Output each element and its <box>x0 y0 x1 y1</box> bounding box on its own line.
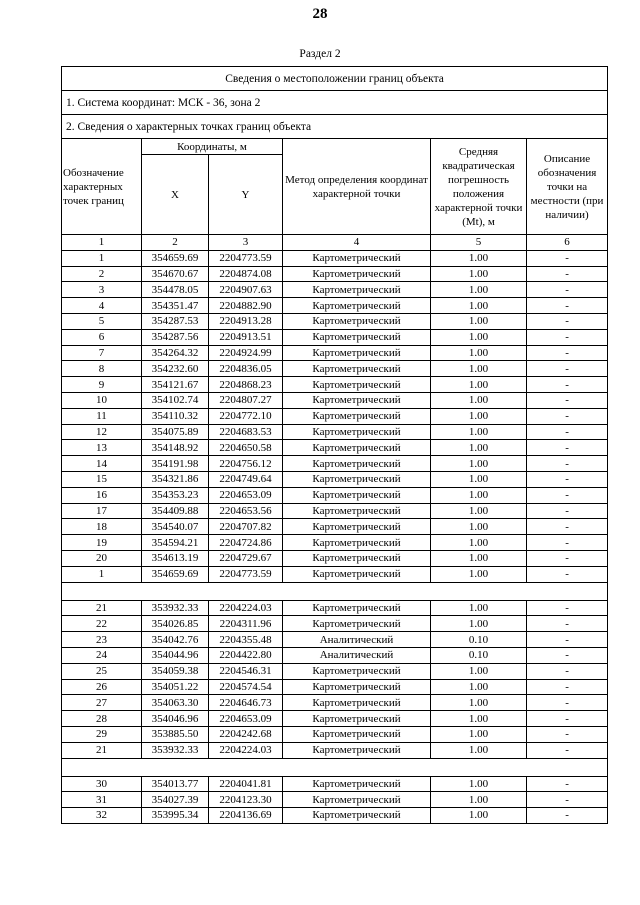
table-row <box>62 313 608 329</box>
method: Картометрический <box>283 440 431 456</box>
method: Картометрический <box>283 392 431 408</box>
error-value: 1.00 <box>431 776 527 792</box>
method: Картометрический <box>283 456 431 472</box>
separator-cell <box>62 758 608 776</box>
method: Картометрический <box>283 566 431 582</box>
description: - <box>527 695 608 711</box>
header-x: X <box>142 155 209 235</box>
description: - <box>527 808 608 824</box>
description: - <box>527 471 608 487</box>
coord-y: 2204224.03 <box>209 742 283 758</box>
coord-x: 354659.69 <box>142 250 209 266</box>
table-row <box>62 792 608 808</box>
point-number: 23 <box>62 632 142 648</box>
coord-x: 354540.07 <box>142 519 209 535</box>
method: Картометрический <box>283 408 431 424</box>
error-value: 1.00 <box>431 250 527 266</box>
coord-x: 354121.67 <box>142 377 209 393</box>
description: - <box>527 487 608 503</box>
point-number: 19 <box>62 535 142 551</box>
table-row <box>62 503 608 519</box>
table-row <box>62 266 608 282</box>
coord-x: 354287.53 <box>142 313 209 329</box>
error-value: 1.00 <box>431 408 527 424</box>
coord-y: 2204874.08 <box>209 266 283 282</box>
table-row <box>62 471 608 487</box>
method: Картометрический <box>283 600 431 616</box>
error-value: 0.10 <box>431 647 527 663</box>
error-value: 1.00 <box>431 329 527 345</box>
coord-x: 354351.47 <box>142 298 209 314</box>
method: Аналитический <box>283 632 431 648</box>
table-row <box>62 742 608 758</box>
error-value: 1.00 <box>431 695 527 711</box>
method: Картометрический <box>283 361 431 377</box>
point-number: 1 <box>62 566 142 582</box>
point-number: 9 <box>62 377 142 393</box>
coord-x: 354478.05 <box>142 282 209 298</box>
coord-x: 354026.85 <box>142 616 209 632</box>
error-value: 1.00 <box>431 392 527 408</box>
error-value: 1.00 <box>431 377 527 393</box>
coord-x: 354148.92 <box>142 440 209 456</box>
description: - <box>527 663 608 679</box>
coord-x: 353995.34 <box>142 808 209 824</box>
coord-y: 2204836.05 <box>209 361 283 377</box>
coord-x: 354027.39 <box>142 792 209 808</box>
error-value: 1.00 <box>431 471 527 487</box>
coord-y: 2204807.27 <box>209 392 283 408</box>
table-row <box>62 632 608 648</box>
coord-y: 2204749.64 <box>209 471 283 487</box>
column-number-row <box>62 235 608 251</box>
point-number: 12 <box>62 424 142 440</box>
description: - <box>527 282 608 298</box>
coord-y: 2204756.12 <box>209 456 283 472</box>
point-number: 13 <box>62 440 142 456</box>
method: Картометрический <box>283 711 431 727</box>
table-row <box>62 808 608 824</box>
point-number: 29 <box>62 726 142 742</box>
description: - <box>527 566 608 582</box>
coord-x: 354102.74 <box>142 392 209 408</box>
error-value: 1.00 <box>431 616 527 632</box>
coord-x: 354059.38 <box>142 663 209 679</box>
point-number: 24 <box>62 647 142 663</box>
description: - <box>527 726 608 742</box>
coord-x: 354409.88 <box>142 503 209 519</box>
description: - <box>527 392 608 408</box>
table-row <box>62 377 608 393</box>
coord-y: 2204574.54 <box>209 679 283 695</box>
table-row <box>62 298 608 314</box>
point-number: 20 <box>62 550 142 566</box>
description: - <box>527 550 608 566</box>
header-error: Средняя квадратическая погрешность положения характерной точки (Mt), м <box>431 139 527 235</box>
coord-x: 354232.60 <box>142 361 209 377</box>
error-value: 1.00 <box>431 298 527 314</box>
method: Аналитический <box>283 647 431 663</box>
error-value: 0.10 <box>431 632 527 648</box>
table-row <box>62 408 608 424</box>
coord-x: 354264.32 <box>142 345 209 361</box>
point-number: 22 <box>62 616 142 632</box>
error-value: 1.00 <box>431 266 527 282</box>
table-row <box>62 550 608 566</box>
error-value: 1.00 <box>431 742 527 758</box>
method: Картометрический <box>283 726 431 742</box>
method: Картометрический <box>283 266 431 282</box>
point-number: 3 <box>62 282 142 298</box>
coord-y: 2204242.68 <box>209 726 283 742</box>
method: Картометрический <box>283 471 431 487</box>
point-number: 15 <box>62 471 142 487</box>
description: - <box>527 408 608 424</box>
boundary-points-table <box>61 66 608 824</box>
header-method: Метод определения координат характерной точки <box>283 139 431 235</box>
method: Картометрический <box>283 298 431 314</box>
point-number: 27 <box>62 695 142 711</box>
point-number: 7 <box>62 345 142 361</box>
method: Картометрический <box>283 808 431 824</box>
point-number: 6 <box>62 329 142 345</box>
coord-y: 2204123.30 <box>209 792 283 808</box>
coord-y: 2204653.09 <box>209 711 283 727</box>
method: Картометрический <box>283 695 431 711</box>
description: - <box>527 616 608 632</box>
method: Картометрический <box>283 535 431 551</box>
column-number: 3 <box>209 235 283 251</box>
table-row <box>62 282 608 298</box>
description: - <box>527 776 608 792</box>
points-heading: 2. Сведения о характерных точках границ объекта <box>62 115 608 139</box>
table-row <box>62 535 608 551</box>
method: Картометрический <box>283 792 431 808</box>
coord-x: 354075.89 <box>142 424 209 440</box>
table-row <box>62 616 608 632</box>
coord-y: 2204882.90 <box>209 298 283 314</box>
coord-y: 2204913.28 <box>209 313 283 329</box>
description: - <box>527 535 608 551</box>
column-number: 4 <box>283 235 431 251</box>
description: - <box>527 647 608 663</box>
description: - <box>527 345 608 361</box>
table-row <box>62 566 608 582</box>
description: - <box>527 503 608 519</box>
description: - <box>527 600 608 616</box>
header-coordinates: Координаты, м <box>142 139 283 155</box>
point-number: 21 <box>62 600 142 616</box>
table-row <box>62 440 608 456</box>
description: - <box>527 313 608 329</box>
method: Картометрический <box>283 377 431 393</box>
method: Картометрический <box>283 519 431 535</box>
description: - <box>527 361 608 377</box>
method: Картометрический <box>283 424 431 440</box>
description: - <box>527 792 608 808</box>
coord-x: 354013.77 <box>142 776 209 792</box>
coord-x: 354191.98 <box>142 456 209 472</box>
table-row <box>62 361 608 377</box>
description: - <box>527 250 608 266</box>
coord-y: 2204729.67 <box>209 550 283 566</box>
description: - <box>527 266 608 282</box>
description: - <box>527 711 608 727</box>
error-value: 1.00 <box>431 679 527 695</box>
error-value: 1.00 <box>431 600 527 616</box>
header-description: Описание обозначения точки на местности (при наличии) <box>527 139 608 235</box>
table-row <box>62 711 608 727</box>
coord-y: 2204907.63 <box>209 282 283 298</box>
error-value: 1.00 <box>431 456 527 472</box>
point-number: 26 <box>62 679 142 695</box>
coord-y: 2204707.82 <box>209 519 283 535</box>
page-number: 28 <box>312 6 328 22</box>
coord-y: 2204224.03 <box>209 600 283 616</box>
coord-x: 354110.32 <box>142 408 209 424</box>
coord-y: 2204041.81 <box>209 776 283 792</box>
method: Картометрический <box>283 487 431 503</box>
coord-x: 354046.96 <box>142 711 209 727</box>
method: Картометрический <box>283 616 431 632</box>
description: - <box>527 742 608 758</box>
table-row <box>62 487 608 503</box>
point-number: 1 <box>62 250 142 266</box>
column-number: 5 <box>431 235 527 251</box>
column-number: 2 <box>142 235 209 251</box>
table-row <box>62 456 608 472</box>
error-value: 1.00 <box>431 313 527 329</box>
error-value: 1.00 <box>431 726 527 742</box>
error-value: 1.00 <box>431 440 527 456</box>
description: - <box>527 424 608 440</box>
method: Картометрический <box>283 313 431 329</box>
error-value: 1.00 <box>431 519 527 535</box>
coord-x: 353932.33 <box>142 600 209 616</box>
point-number: 25 <box>62 663 142 679</box>
coord-x: 354353.23 <box>142 487 209 503</box>
error-value: 1.00 <box>431 566 527 582</box>
coord-y: 2204136.69 <box>209 808 283 824</box>
header-point: Обозначение характерных точек границ <box>62 139 142 235</box>
method: Картометрический <box>283 679 431 695</box>
method: Картометрический <box>283 503 431 519</box>
point-number: 17 <box>62 503 142 519</box>
point-number: 4 <box>62 298 142 314</box>
error-value: 1.00 <box>431 663 527 679</box>
group-separator-row <box>62 582 608 600</box>
table-row <box>62 695 608 711</box>
error-value: 1.00 <box>431 550 527 566</box>
table-row <box>62 392 608 408</box>
description: - <box>527 679 608 695</box>
table-row <box>62 647 608 663</box>
description: - <box>527 329 608 345</box>
description: - <box>527 440 608 456</box>
table-row <box>62 726 608 742</box>
point-number: 28 <box>62 711 142 727</box>
error-value: 1.00 <box>431 424 527 440</box>
header-y: Y <box>209 155 283 235</box>
error-value: 1.00 <box>431 361 527 377</box>
description: - <box>527 632 608 648</box>
coord-y: 2204653.09 <box>209 487 283 503</box>
method: Картометрический <box>283 776 431 792</box>
coord-x: 354044.96 <box>142 647 209 663</box>
point-number: 10 <box>62 392 142 408</box>
separator-cell <box>62 582 608 600</box>
coord-x: 354287.56 <box>142 329 209 345</box>
error-value: 1.00 <box>431 808 527 824</box>
coord-x: 354613.19 <box>142 550 209 566</box>
coord-y: 2204650.58 <box>209 440 283 456</box>
description: - <box>527 298 608 314</box>
coord-x: 354594.21 <box>142 535 209 551</box>
point-number: 14 <box>62 456 142 472</box>
coord-y: 2204355.48 <box>209 632 283 648</box>
method: Картометрический <box>283 282 431 298</box>
method: Картометрический <box>283 329 431 345</box>
point-number: 31 <box>62 792 142 808</box>
coord-y: 2204913.51 <box>209 329 283 345</box>
coordinate-system: 1. Система координат: МСК - 36, зона 2 <box>62 91 608 115</box>
error-value: 1.00 <box>431 503 527 519</box>
table-row <box>62 424 608 440</box>
coord-y: 2204868.23 <box>209 377 283 393</box>
group-separator-row <box>62 758 608 776</box>
coord-x: 354063.30 <box>142 695 209 711</box>
table-row <box>62 776 608 792</box>
coord-x: 354321.86 <box>142 471 209 487</box>
description: - <box>527 519 608 535</box>
coord-y: 2204683.53 <box>209 424 283 440</box>
error-value: 1.00 <box>431 535 527 551</box>
table-row <box>62 663 608 679</box>
method: Картометрический <box>283 250 431 266</box>
point-number: 2 <box>62 266 142 282</box>
point-number: 8 <box>62 361 142 377</box>
table-row <box>62 519 608 535</box>
coord-y: 2204773.59 <box>209 566 283 582</box>
table-row <box>62 250 608 266</box>
coord-x: 353932.33 <box>142 742 209 758</box>
error-value: 1.00 <box>431 792 527 808</box>
coord-x: 354670.67 <box>142 266 209 282</box>
coord-y: 2204422.80 <box>209 647 283 663</box>
coord-y: 2204653.56 <box>209 503 283 519</box>
table-row <box>62 329 608 345</box>
error-value: 1.00 <box>431 345 527 361</box>
point-number: 16 <box>62 487 142 503</box>
section-label: Раздел 2 <box>299 48 341 60</box>
description: - <box>527 377 608 393</box>
point-number: 32 <box>62 808 142 824</box>
point-number: 18 <box>62 519 142 535</box>
column-number: 1 <box>62 235 142 251</box>
point-number: 30 <box>62 776 142 792</box>
method: Картометрический <box>283 663 431 679</box>
table-row <box>62 679 608 695</box>
coord-y: 2204546.31 <box>209 663 283 679</box>
coord-y: 2204773.59 <box>209 250 283 266</box>
method: Картометрический <box>283 550 431 566</box>
coord-x: 353885.50 <box>142 726 209 742</box>
point-number: 5 <box>62 313 142 329</box>
error-value: 1.00 <box>431 711 527 727</box>
coord-x: 354051.22 <box>142 679 209 695</box>
error-value: 1.00 <box>431 487 527 503</box>
method: Картометрический <box>283 742 431 758</box>
description: - <box>527 456 608 472</box>
coord-y: 2204924.99 <box>209 345 283 361</box>
coord-x: 354042.76 <box>142 632 209 648</box>
method: Картометрический <box>283 345 431 361</box>
coord-y: 2204772.10 <box>209 408 283 424</box>
table-row <box>62 600 608 616</box>
column-number: 6 <box>527 235 608 251</box>
table-row <box>62 345 608 361</box>
coord-y: 2204311.96 <box>209 616 283 632</box>
coord-x: 354659.69 <box>142 566 209 582</box>
point-number: 21 <box>62 742 142 758</box>
coord-y: 2204646.73 <box>209 695 283 711</box>
error-value: 1.00 <box>431 282 527 298</box>
table-title: Сведения о местоположении границ объекта <box>62 67 608 91</box>
coord-y: 2204724.86 <box>209 535 283 551</box>
point-number: 11 <box>62 408 142 424</box>
